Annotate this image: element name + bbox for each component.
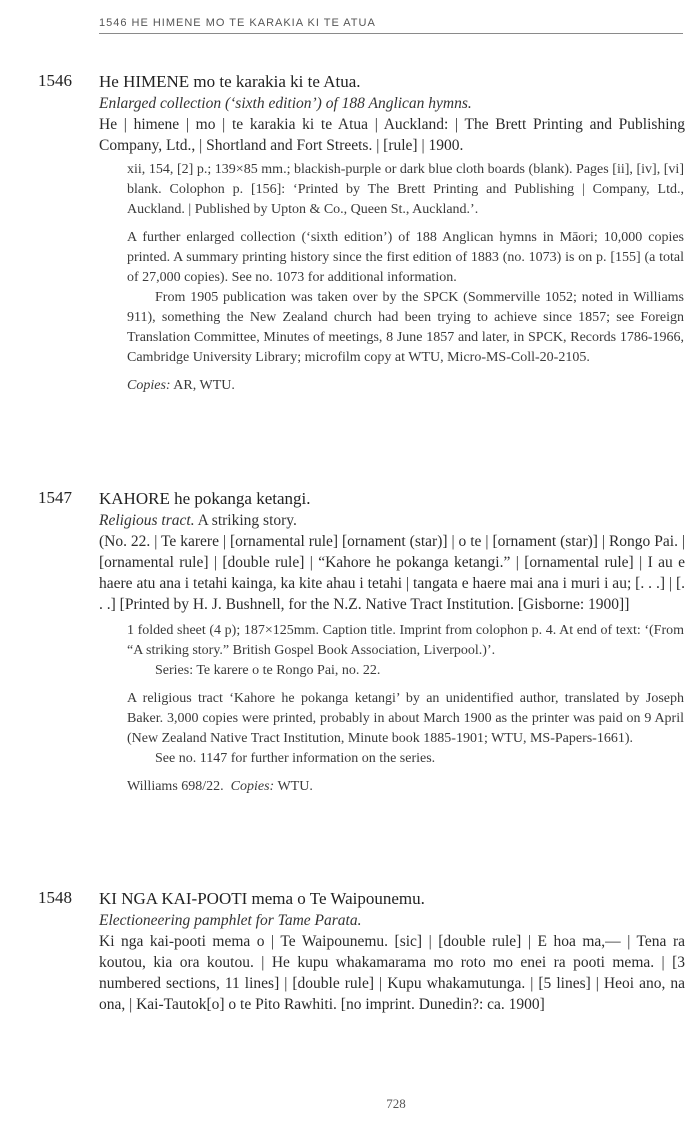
series-note: Series: Te karere o te Rongo Pai, no. 22. [155,663,381,678]
note-paragraph: See no. 1147 for further information on the series. [155,751,436,766]
copies-line [127,777,684,797]
title-page-transcription: He | himene | mo | te karakia ki te Atua | Auckland: | The Brett Printing and Publishing Company, Ltd., | Shortland and Fort Streets. | [rule] | 1900. [99,116,685,154]
subtitle-roman: A striking story. [194,512,297,529]
entry-title: He HIMENE mo te karakia ki te Atua. [99,72,361,91]
copies-value: AR, WTU. [173,378,235,393]
entry-subtitle: Electioneering pamphlet for Tame Parata. [99,912,362,929]
entry-number: 1548 [38,888,72,907]
entry-number: 1546 [38,71,72,90]
note-paragraph: A further enlarged collection (‘sixth edition’) of 188 Anglican hymns in Māori; 10,000 copies printed. A summary printing history since the first edition of 1883 (no. 1073) is on p. [155] (a total of 27,000 copies). See no. 1073 for additional information. [127,230,684,285]
physical-description: 1 folded sheet (4 p); 187×125mm. Caption title. Imprint from colophon p. 4. At end of text: ‘(From “A striking story.” British Gospel Book Association, Liverpool.)’. [127,623,684,658]
title-page-transcription: Ki nga kai-pooti mema o | Te Waipounemu. [sic] | [double rule] | E hoa ma,— | Tena ra koutou, kia ora koutou. | He kupu whakamarama mo roto mo enei ra pooti mema. | [3 numbered sections, 11 lines] | [double rule] | Kupu whakamutunga. | [5 lines] | Heoi ano, na ona, | Kai-Tautok[o] o te Pito Rawhiti. [no imprint. Dunedin?: ca. 1900] [99,933,685,1013]
page-number: 728 [386,1096,406,1111]
entry-notes [127,160,684,396]
williams-ref: Williams 698/22. [127,779,224,794]
subtitle-italic: Religious tract. [99,512,195,529]
entry-notes [127,621,684,797]
entry-number: 1547 [38,488,72,507]
entry-title: KAHORE he pokanga ketangi. [99,489,311,508]
copies-value: WTU. [277,779,313,794]
copies-label: Copies: [230,779,275,794]
entry-subtitle [99,510,685,531]
copies-line [127,376,684,396]
copies-label: Copies: [127,378,171,393]
note-paragraph: A religious tract ‘Kahore he pokanga ketangi’ by an unidentified author, translated by Joseph Baker. 3,000 copies were printed, probably in about March 1900 as the printer was paid on 9 April (New Zealand Native Tract Institution, Minute book 1885-1901; WTU, MS-Papers-1661). [127,691,684,746]
entry-title: KI NGA KAI-POOTI mema o Te Waipounemu. [99,889,425,908]
note-paragraph: From 1905 publication was taken over by the SPCK (Sommerville 1052; noted in Williams 911), something the New Zealand church had been trying to achieve since 1857; see Foreign Translation Committee, Minutes of meetings, 8 June 1857 and later, in SPCK, Records 1786-1966, Cambridge University Library; microfilm copy at WTU, Micro-MS-Coll-20-2105. [127,290,684,365]
physical-description: xii, 154, [2] p.; 139×85 mm.; blackish-purple or dark blue cloth boards (blank). Pages [ii], [iv], [vi] blank. Colophon p. [156]: ‘Printed by The Brett Printing and Publishing | Company, Ltd., Auckland. | Published by Upton & Co., Queen St., Auckland.’. [127,162,684,217]
entry-subtitle: Enlarged collection (‘sixth edition’) of 188 Anglican hymns. [99,95,472,112]
running-head: 1546 HE HIMENE MO TE KARAKIA KI TE ATUA [99,17,683,34]
title-page-transcription: (No. 22. | Te karere | [ornamental rule] [ornament (star)] | o te | [ornament (star)] | Rongo Pai. | [ornamental rule] | [double rule] | “Kahore he pokanga ketangi.” | [ornamental rule] | I au e haere atu ana i tetahi kainga, ka kite ahau i tetahi | tangata e haere mai ana i muri i au; [. . .] | [. . .] [Printed by H. J. Bushnell, for the N.Z. Native Tract Institution. [Gisborne: 1900]] [99,533,685,613]
